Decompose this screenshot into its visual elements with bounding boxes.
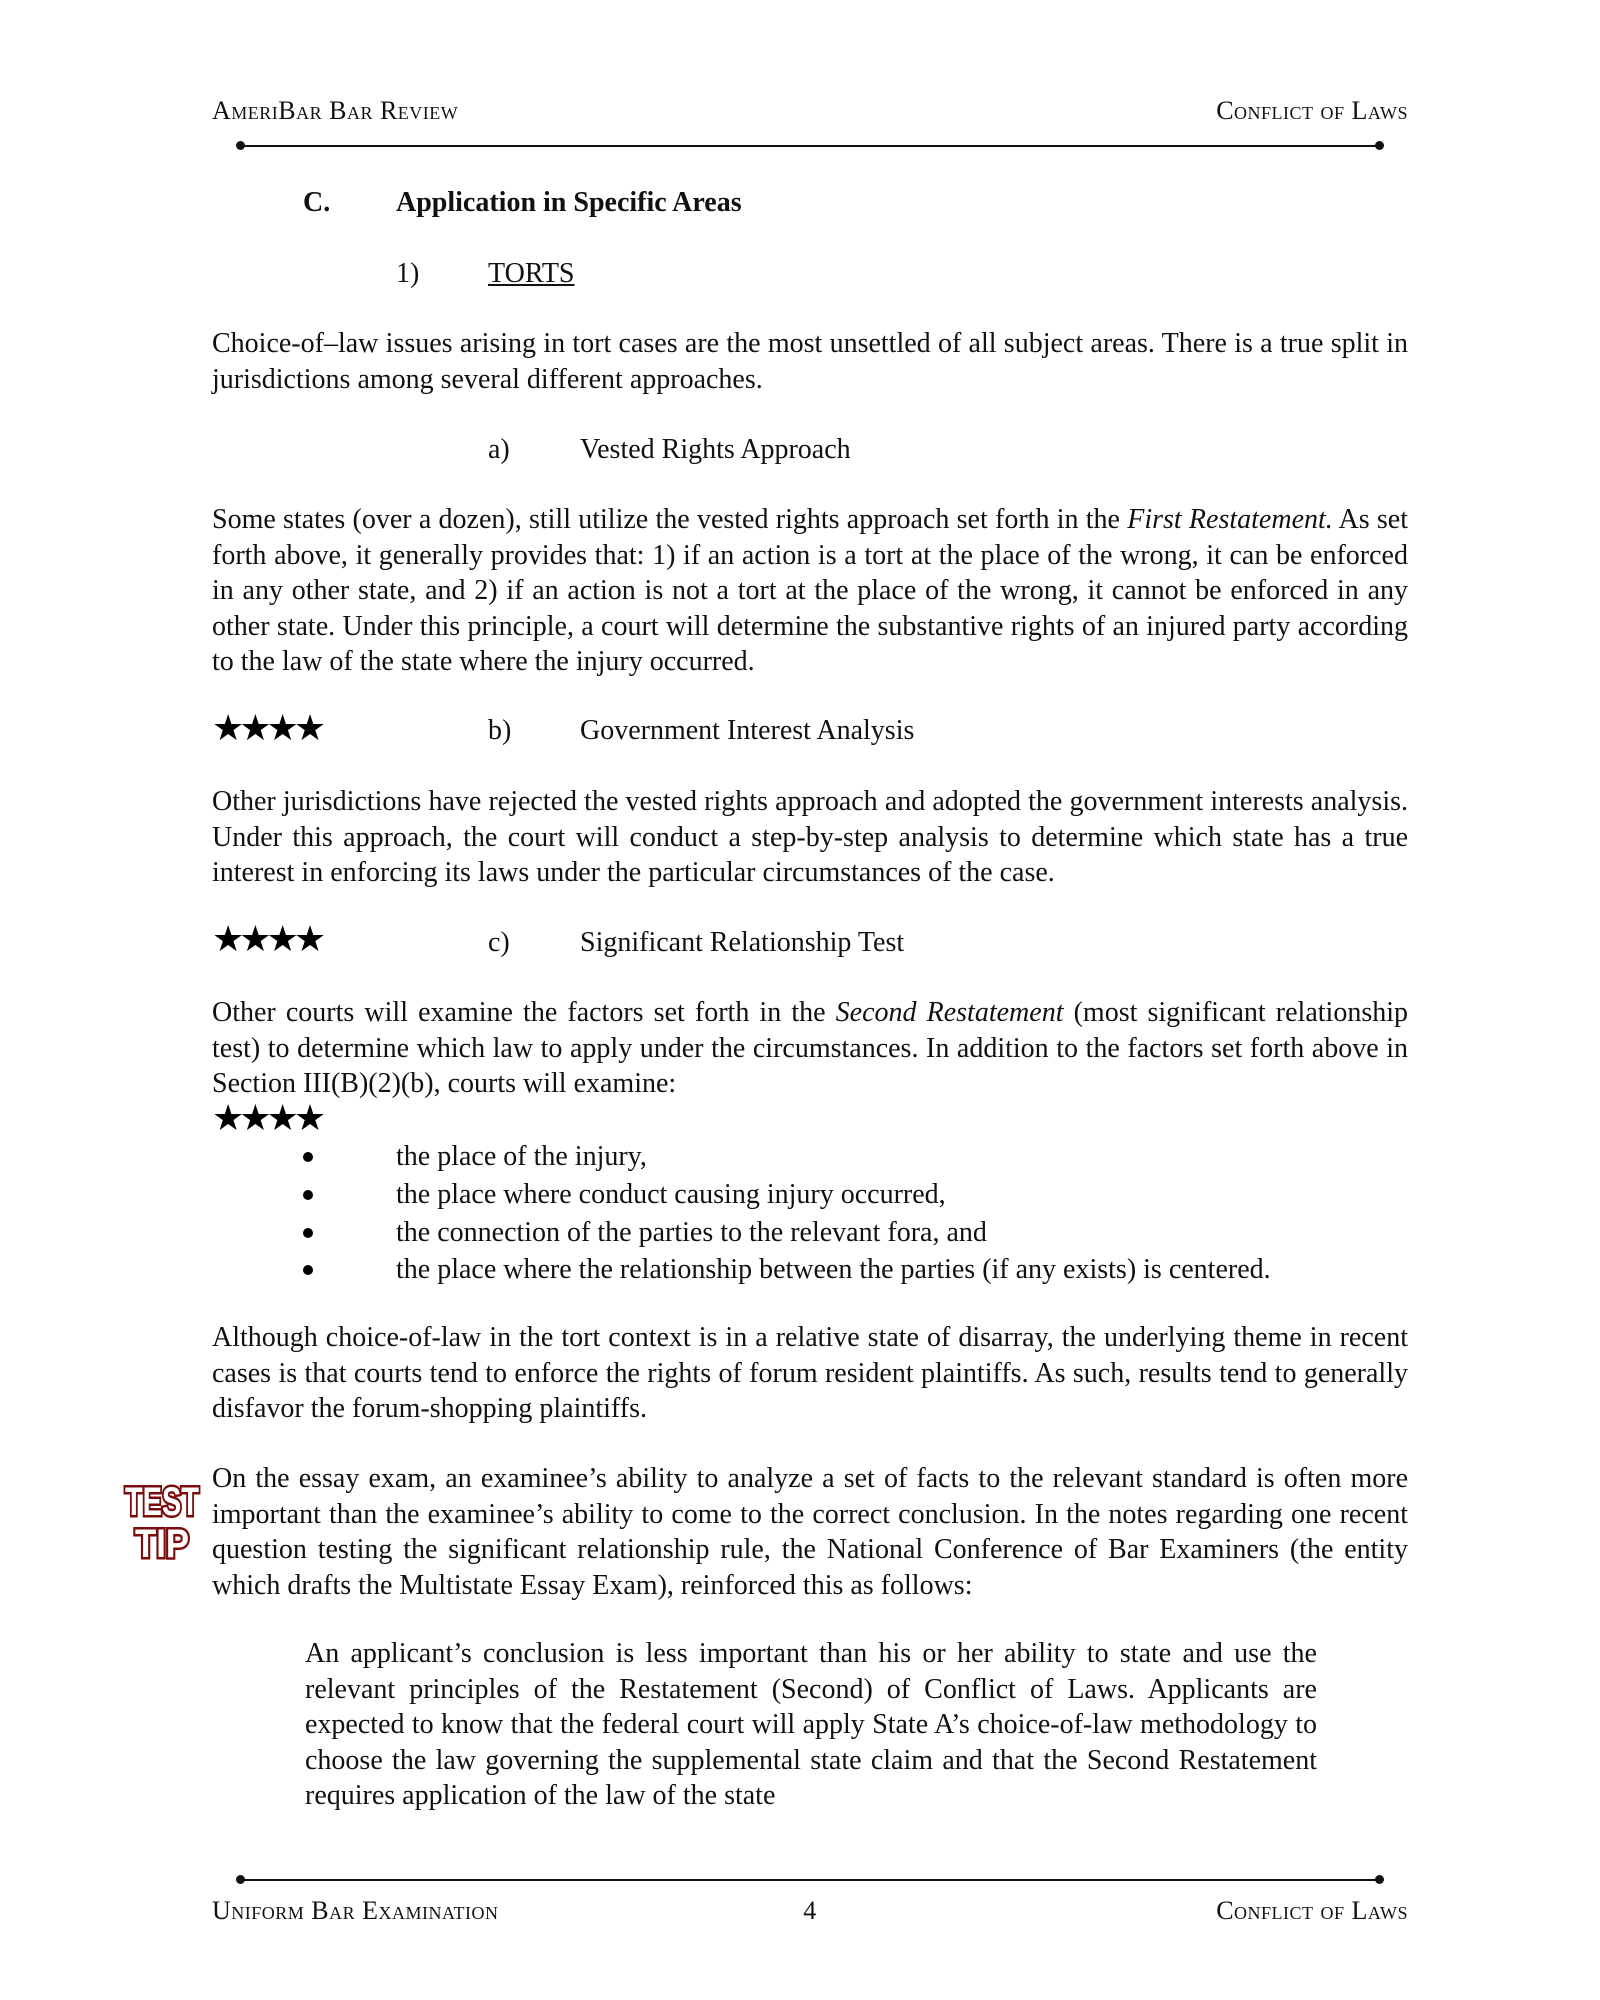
star-rating-list: ★★★★ [212, 1098, 322, 1139]
heading-c-label: c) [488, 927, 510, 958]
heading-a-title: Vested Rights Approach [580, 434, 851, 465]
intro-paragraph: Choice-of–law issues arising in tort cases are the most unsettled of all subject areas. There is a true split in jurisdictions among several different approaches. [212, 328, 1408, 395]
section-title: Application in Specific Areas [396, 187, 742, 218]
heading-b-label: b) [488, 715, 512, 746]
header-subject: Conflict of Laws [1216, 96, 1408, 125]
section-letter: C. [303, 187, 331, 218]
footer-exam: Uniform Bar Examination [212, 1896, 499, 1925]
bullet-dot [303, 1228, 313, 1238]
subsection-number: 1) [396, 258, 420, 289]
star-rating-c: ★★★★ [212, 919, 322, 960]
list-item: the place of the injury, [396, 1141, 647, 1172]
header-rule [240, 145, 1380, 147]
bullet-dot [303, 1265, 313, 1275]
test-tip-line2: TIP [135, 1522, 189, 1566]
block-quote: An applicant’s conclusion is less important than his or her ability to state and use the relevant principles of the Restatement (Second) of Conflict of Laws. Applicants are expected to know that the federal court will apply State A’s choice-of-law methodology to choose the law governing the supplemental state claim and that the Second Restatement requires application of the law of the state [305, 1638, 1317, 1811]
footer-rule [240, 1879, 1380, 1881]
list-item: the connection of the parties to the relevant fora, and [396, 1217, 987, 1248]
list-item: the place where the relationship between the parties (if any exists) is centered. [396, 1254, 1271, 1285]
subsection-title: TORTS [488, 258, 575, 289]
summary-paragraph: Although choice-of-law in the tort context is in a relative state of disarray, the underlying theme in recent cases is that courts tend to enforce the rights of forum resident plaintiffs. As such, results tend to generally disfavor the forum-shopping plaintiffs. [212, 1322, 1408, 1424]
relationship-text-2: (most significant relationship test) to determine which law to apply under the circumstances. In addition to the factors set forth above in Section III(B)(2)(b), courts will examine: [212, 997, 1409, 1099]
page-number: 4 [803, 1896, 817, 1925]
bullet-dot [303, 1190, 313, 1200]
footer-subject: Conflict of Laws [1216, 1896, 1408, 1925]
first-restatement-italic: First Restatement. [1127, 504, 1333, 535]
relationship-text-1: Other courts will examine the factors set forth in the [212, 997, 836, 1028]
header-publisher: AmeriBar Bar Review [212, 96, 459, 125]
list-item: the place where conduct causing injury occurred, [396, 1179, 946, 1210]
test-tip-icon [122, 1473, 202, 1566]
vested-rights-paragraph [212, 502, 1408, 680]
heading-b-title: Government Interest Analysis [580, 715, 915, 746]
government-interest-paragraph: Other jurisdictions have rejected the vested rights approach and adopted the government interests analysis. Under this approach, the court will conduct a step-by-step analysis to determine which state has a true interest in enforcing its laws under the particular circumstances of the case. [212, 786, 1408, 888]
test-tip-paragraph: On the essay exam, an examinee’s ability to analyze a set of facts to the relevant standard is often more important than the examinee’s ability to come to the correct conclusion. In the notes regarding one recent question testing the significant relationship rule, the National Conference of Bar Examiners (the entity which drafts the Multistate Essay Exam), reinforced this as follows: [212, 1463, 1408, 1601]
vested-text-1: Some states (over a dozen), still utilize the vested rights approach set forth in the [212, 504, 1128, 535]
vested-text-2: As set forth above, it generally provides that: 1) if an action is a tort at the place of the wrong, it can be enforced in any other state, and 2) if an action is not a tort at the place of the wrong, it cannot be enforced in any other state. Under this principle, a court will determine the substantive rights of an injured party according to the law of the state where the injury occurred. [212, 504, 1408, 677]
star-rating-b: ★★★★ [212, 708, 322, 749]
second-restatement-italic: Second Restatement [835, 997, 1064, 1028]
bullet-dot [303, 1152, 313, 1162]
heading-c-title: Significant Relationship Test [580, 927, 905, 958]
test-tip-line1: TEST [125, 1480, 199, 1524]
heading-a-label: a) [488, 434, 510, 465]
significant-relationship-paragraph [212, 995, 1408, 1102]
